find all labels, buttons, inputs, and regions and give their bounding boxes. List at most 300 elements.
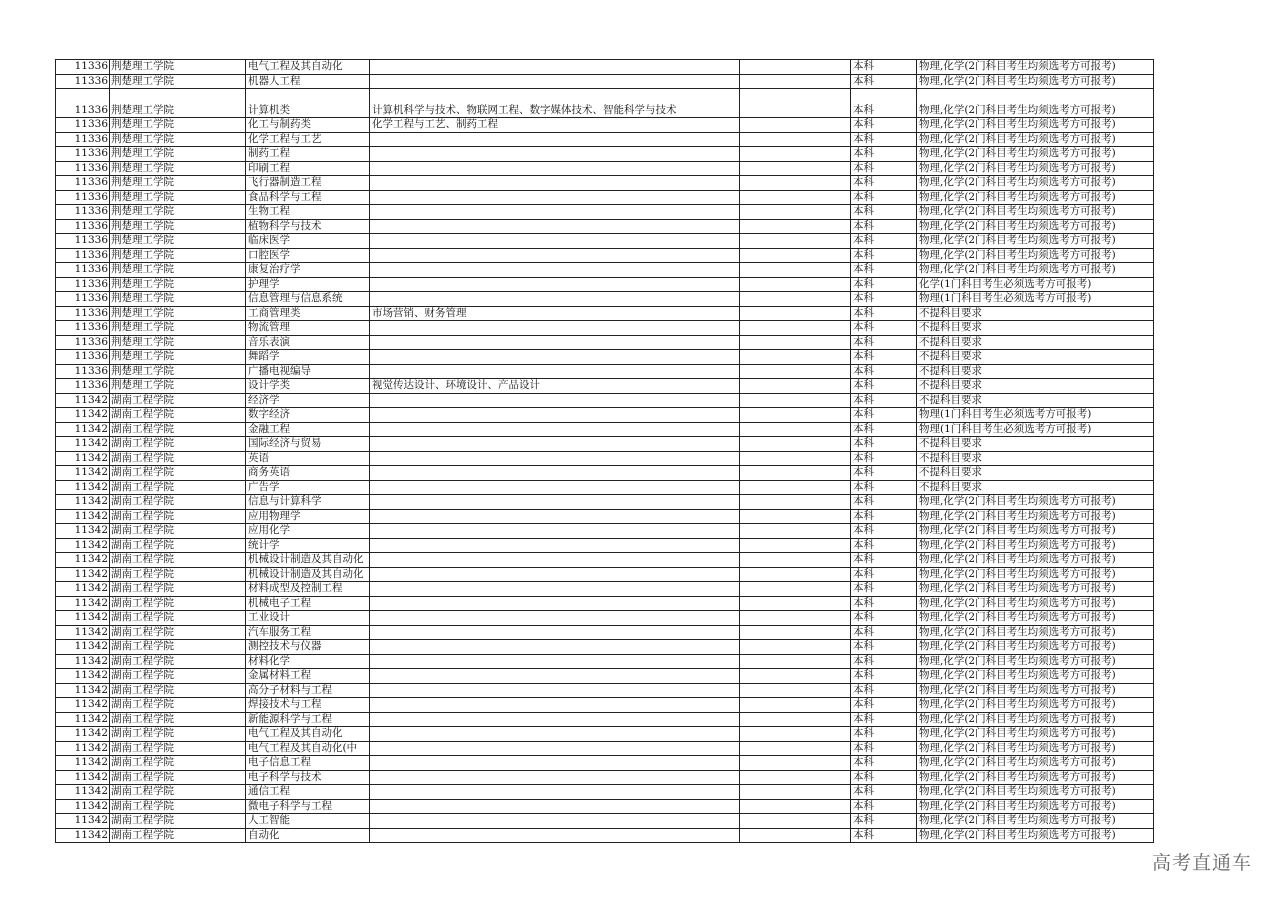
school-code-cell: 11336 [56, 190, 110, 205]
table-row [56, 509, 1154, 524]
level-cell: 本科 [851, 509, 917, 524]
level-cell: 本科 [851, 466, 917, 481]
blank-cell [740, 321, 851, 336]
school-code-cell: 11336 [56, 277, 110, 292]
subject-requirement-cell: 不提科目要求 [917, 306, 1154, 321]
included-majors-cell [370, 567, 740, 582]
school-code-cell: 11336 [56, 379, 110, 394]
level-cell: 本科 [851, 814, 917, 829]
school-name-cell: 湖南工程学院 [110, 712, 246, 727]
school-code-cell: 11336 [56, 89, 110, 118]
school-name-cell: 湖南工程学院 [110, 495, 246, 510]
major-name-cell: 广告学 [246, 480, 370, 495]
included-majors-cell [370, 640, 740, 655]
table-row [56, 248, 1154, 263]
major-name-cell: 金融工程 [246, 422, 370, 437]
school-name-cell: 湖南工程学院 [110, 828, 246, 843]
subject-requirement-cell: 不提科目要求 [917, 480, 1154, 495]
blank-cell [740, 393, 851, 408]
table-row [56, 335, 1154, 350]
level-cell: 本科 [851, 698, 917, 713]
level-cell: 本科 [851, 321, 917, 336]
blank-cell [740, 451, 851, 466]
subject-requirement-cell: 物理,化学(2门科目考生均须选考方可报考) [917, 712, 1154, 727]
subject-requirement-cell: 物理,化学(2门科目考生均须选考方可报考) [917, 553, 1154, 568]
blank-cell [740, 538, 851, 553]
included-majors-cell [370, 625, 740, 640]
blank-cell [740, 190, 851, 205]
level-cell: 本科 [851, 350, 917, 365]
table-row [56, 480, 1154, 495]
subject-requirement-cell: 物理,化学(2门科目考生均须选考方可报考) [917, 205, 1154, 220]
table-row [56, 770, 1154, 785]
included-majors-cell: 视觉传达设计、环境设计、产品设计 [370, 379, 740, 394]
subject-requirement-cell: 物理,化学(2门科目考生均须选考方可报考) [917, 596, 1154, 611]
included-majors-cell [370, 74, 740, 89]
school-name-cell: 荆楚理工学院 [110, 74, 246, 89]
table-row [56, 698, 1154, 713]
school-name-cell: 湖南工程学院 [110, 538, 246, 553]
table-row [56, 727, 1154, 742]
included-majors-cell [370, 480, 740, 495]
blank-cell [740, 263, 851, 278]
level-cell: 本科 [851, 190, 917, 205]
level-cell: 本科 [851, 60, 917, 75]
major-name-cell: 化工与制药类 [246, 118, 370, 133]
school-code-cell: 11336 [56, 234, 110, 249]
major-name-cell: 设计学类 [246, 379, 370, 394]
subject-requirement-cell: 物理,化学(2门科目考生均须选考方可报考) [917, 176, 1154, 191]
major-name-cell: 人工智能 [246, 814, 370, 829]
included-majors-cell [370, 147, 740, 162]
school-code-cell: 11342 [56, 756, 110, 771]
blank-cell [740, 205, 851, 220]
subject-requirement-cell: 物理,化学(2门科目考生均须选考方可报考) [917, 190, 1154, 205]
subject-requirement-cell: 物理,化学(2门科目考生均须选考方可报考) [917, 654, 1154, 669]
major-name-cell: 电气工程及其自动化 [246, 60, 370, 75]
school-name-cell: 湖南工程学院 [110, 393, 246, 408]
table-row [56, 756, 1154, 771]
level-cell: 本科 [851, 335, 917, 350]
subject-requirement-cell: 物理,化学(2门科目考生均须选考方可报考) [917, 611, 1154, 626]
included-majors-cell [370, 205, 740, 220]
level-cell: 本科 [851, 451, 917, 466]
subject-requirement-cell: 不提科目要求 [917, 321, 1154, 336]
blank-cell [740, 466, 851, 481]
major-name-cell: 统计学 [246, 538, 370, 553]
major-name-cell: 化学工程与工艺 [246, 132, 370, 147]
included-majors-cell: 化学工程与工艺、制药工程 [370, 118, 740, 133]
major-name-cell: 商务英语 [246, 466, 370, 481]
table-row [56, 205, 1154, 220]
table-row [56, 161, 1154, 176]
table-row [56, 553, 1154, 568]
blank-cell [740, 712, 851, 727]
school-code-cell: 11336 [56, 161, 110, 176]
major-name-cell: 植物科学与技术 [246, 219, 370, 234]
major-name-cell: 临床医学 [246, 234, 370, 249]
level-cell: 本科 [851, 393, 917, 408]
level-cell: 本科 [851, 480, 917, 495]
major-name-cell: 制药工程 [246, 147, 370, 162]
included-majors-cell [370, 712, 740, 727]
major-name-cell: 材料化学 [246, 654, 370, 669]
blank-cell [740, 176, 851, 191]
table-body [56, 60, 1154, 843]
level-cell: 本科 [851, 219, 917, 234]
blank-cell [740, 147, 851, 162]
level-cell: 本科 [851, 89, 917, 118]
school-code-cell: 11336 [56, 118, 110, 133]
included-majors-cell [370, 495, 740, 510]
included-majors-cell [370, 741, 740, 756]
blank-cell [740, 509, 851, 524]
blank-cell [740, 306, 851, 321]
major-name-cell: 新能源科学与工程 [246, 712, 370, 727]
school-code-cell: 11342 [56, 437, 110, 452]
level-cell: 本科 [851, 640, 917, 655]
school-code-cell: 11342 [56, 640, 110, 655]
level-cell: 本科 [851, 437, 917, 452]
school-code-cell: 11342 [56, 611, 110, 626]
table-row [56, 234, 1154, 249]
included-majors-cell [370, 176, 740, 191]
school-code-cell: 11342 [56, 625, 110, 640]
major-name-cell: 音乐表演 [246, 335, 370, 350]
subject-requirement-cell: 物理,化学(2门科目考生均须选考方可报考) [917, 683, 1154, 698]
included-majors-cell [370, 799, 740, 814]
table-row [56, 408, 1154, 423]
school-name-cell: 湖南工程学院 [110, 553, 246, 568]
level-cell: 本科 [851, 422, 917, 437]
major-requirements-table [55, 59, 1154, 843]
school-code-cell: 11342 [56, 770, 110, 785]
blank-cell [740, 611, 851, 626]
table-row [56, 219, 1154, 234]
major-name-cell: 生物工程 [246, 205, 370, 220]
table-row [56, 567, 1154, 582]
subject-requirement-cell: 不提科目要求 [917, 393, 1154, 408]
blank-cell [740, 89, 851, 118]
table-row [56, 582, 1154, 597]
school-code-cell: 11336 [56, 74, 110, 89]
included-majors-cell [370, 785, 740, 800]
school-code-cell: 11342 [56, 509, 110, 524]
subject-requirement-cell: 物理,化学(2门科目考生均须选考方可报考) [917, 161, 1154, 176]
school-name-cell: 荆楚理工学院 [110, 321, 246, 336]
school-code-cell: 11336 [56, 132, 110, 147]
table-row [56, 321, 1154, 336]
level-cell: 本科 [851, 538, 917, 553]
blank-cell [740, 553, 851, 568]
school-code-cell: 11342 [56, 524, 110, 539]
school-name-cell: 湖南工程学院 [110, 422, 246, 437]
included-majors-cell [370, 364, 740, 379]
major-name-cell: 金属材料工程 [246, 669, 370, 684]
subject-requirement-cell: 物理,化学(2门科目考生均须选考方可报考) [917, 495, 1154, 510]
level-cell: 本科 [851, 147, 917, 162]
level-cell: 本科 [851, 495, 917, 510]
included-majors-cell [370, 408, 740, 423]
subject-requirement-cell: 不提科目要求 [917, 466, 1154, 481]
major-name-cell: 印刷工程 [246, 161, 370, 176]
blank-cell [740, 364, 851, 379]
included-majors-cell [370, 654, 740, 669]
level-cell: 本科 [851, 379, 917, 394]
major-name-cell: 电气工程及其自动化 [246, 727, 370, 742]
major-name-cell: 工商管理类 [246, 306, 370, 321]
major-name-cell: 英语 [246, 451, 370, 466]
school-name-cell: 湖南工程学院 [110, 408, 246, 423]
subject-requirement-cell: 物理,化学(2门科目考生均须选考方可报考) [917, 625, 1154, 640]
table-row [56, 306, 1154, 321]
table-row [56, 640, 1154, 655]
school-name-cell: 湖南工程学院 [110, 799, 246, 814]
blank-cell [740, 480, 851, 495]
school-name-cell: 荆楚理工学院 [110, 364, 246, 379]
subject-requirement-cell: 物理,化学(2门科目考生均须选考方可报考) [917, 248, 1154, 263]
school-name-cell: 湖南工程学院 [110, 683, 246, 698]
major-name-cell: 信息与计算科学 [246, 495, 370, 510]
table-row [56, 495, 1154, 510]
blank-cell [740, 335, 851, 350]
subject-requirement-cell: 物理,化学(2门科目考生均须选考方可报考) [917, 698, 1154, 713]
blank-cell [740, 408, 851, 423]
blank-cell [740, 422, 851, 437]
blank-cell [740, 741, 851, 756]
school-name-cell: 湖南工程学院 [110, 625, 246, 640]
blank-cell [740, 350, 851, 365]
level-cell: 本科 [851, 364, 917, 379]
table-row [56, 422, 1154, 437]
level-cell: 本科 [851, 234, 917, 249]
level-cell: 本科 [851, 596, 917, 611]
school-name-cell: 湖南工程学院 [110, 741, 246, 756]
included-majors-cell [370, 582, 740, 597]
school-name-cell: 湖南工程学院 [110, 451, 246, 466]
blank-cell [740, 118, 851, 133]
level-cell: 本科 [851, 611, 917, 626]
school-code-cell: 11342 [56, 596, 110, 611]
school-code-cell: 11342 [56, 451, 110, 466]
table-row [56, 277, 1154, 292]
school-name-cell: 荆楚理工学院 [110, 335, 246, 350]
included-majors-cell [370, 770, 740, 785]
blank-cell [740, 74, 851, 89]
included-majors-cell [370, 277, 740, 292]
included-majors-cell [370, 190, 740, 205]
included-majors-cell [370, 350, 740, 365]
level-cell: 本科 [851, 248, 917, 263]
school-name-cell: 荆楚理工学院 [110, 248, 246, 263]
major-name-cell: 材料成型及控制工程 [246, 582, 370, 597]
level-cell: 本科 [851, 683, 917, 698]
subject-requirement-cell: 物理,化学(2门科目考生均须选考方可报考) [917, 74, 1154, 89]
school-name-cell: 湖南工程学院 [110, 596, 246, 611]
level-cell: 本科 [851, 828, 917, 843]
subject-requirement-cell: 物理,化学(2门科目考生均须选考方可报考) [917, 219, 1154, 234]
blank-cell [740, 277, 851, 292]
level-cell: 本科 [851, 205, 917, 220]
table-row [56, 669, 1154, 684]
subject-requirement-cell: 不提科目要求 [917, 335, 1154, 350]
major-name-cell: 电子科学与技术 [246, 770, 370, 785]
table-row [56, 263, 1154, 278]
blank-cell [740, 161, 851, 176]
school-code-cell: 11342 [56, 727, 110, 742]
blank-cell [740, 582, 851, 597]
school-code-cell: 11336 [56, 335, 110, 350]
table-row [56, 364, 1154, 379]
school-code-cell: 11342 [56, 495, 110, 510]
school-code-cell: 11336 [56, 263, 110, 278]
school-code-cell: 11336 [56, 205, 110, 220]
school-name-cell: 荆楚理工学院 [110, 176, 246, 191]
included-majors-cell [370, 727, 740, 742]
school-name-cell: 湖南工程学院 [110, 480, 246, 495]
blank-cell [740, 698, 851, 713]
blank-cell [740, 683, 851, 698]
included-majors-cell [370, 596, 740, 611]
level-cell: 本科 [851, 524, 917, 539]
school-name-cell: 湖南工程学院 [110, 509, 246, 524]
school-name-cell: 荆楚理工学院 [110, 190, 246, 205]
table-row [56, 89, 1154, 118]
blank-cell [740, 567, 851, 582]
major-name-cell: 物流管理 [246, 321, 370, 336]
major-name-cell: 机械设计制造及其自动化 [246, 567, 370, 582]
major-name-cell: 食品科学与工程 [246, 190, 370, 205]
level-cell: 本科 [851, 727, 917, 742]
included-majors-cell [370, 248, 740, 263]
major-name-cell: 信息管理与信息系统 [246, 292, 370, 307]
subject-requirement-cell: 物理,化学(2门科目考生均须选考方可报考) [917, 582, 1154, 597]
school-name-cell: 荆楚理工学院 [110, 234, 246, 249]
included-majors-cell [370, 553, 740, 568]
major-name-cell: 计算机类 [246, 89, 370, 118]
subject-requirement-cell: 物理(1门科目考生必须选考方可报考) [917, 422, 1154, 437]
blank-cell [740, 785, 851, 800]
table-row [56, 625, 1154, 640]
school-code-cell: 11342 [56, 393, 110, 408]
subject-requirement-cell: 不提科目要求 [917, 451, 1154, 466]
school-code-cell: 11342 [56, 408, 110, 423]
subject-requirement-cell: 物理,化学(2门科目考生均须选考方可报考) [917, 509, 1154, 524]
school-code-cell: 11342 [56, 785, 110, 800]
school-name-cell: 荆楚理工学院 [110, 277, 246, 292]
school-code-cell: 11342 [56, 466, 110, 481]
subject-requirement-cell: 物理,化学(2门科目考生均须选考方可报考) [917, 89, 1154, 118]
school-name-cell: 荆楚理工学院 [110, 89, 246, 118]
school-name-cell: 荆楚理工学院 [110, 132, 246, 147]
subject-requirement-cell: 物理,化学(2门科目考生均须选考方可报考) [917, 234, 1154, 249]
school-name-cell: 荆楚理工学院 [110, 219, 246, 234]
table-row [56, 683, 1154, 698]
level-cell: 本科 [851, 756, 917, 771]
blank-cell [740, 799, 851, 814]
major-name-cell: 测控技术与仪器 [246, 640, 370, 655]
table-row [56, 799, 1154, 814]
school-code-cell: 11336 [56, 321, 110, 336]
major-name-cell: 护理学 [246, 277, 370, 292]
watermark-text: 高考直通车 [1151, 852, 1252, 874]
blank-cell [740, 219, 851, 234]
major-name-cell: 口腔医学 [246, 248, 370, 263]
subject-requirement-cell: 不提科目要求 [917, 437, 1154, 452]
school-name-cell: 荆楚理工学院 [110, 306, 246, 321]
school-name-cell: 荆楚理工学院 [110, 379, 246, 394]
table-row [56, 814, 1154, 829]
table-row [56, 118, 1154, 133]
subject-requirement-cell: 物理,化学(2门科目考生均须选考方可报考) [917, 118, 1154, 133]
subject-requirement-cell: 物理,化学(2门科目考生均须选考方可报考) [917, 799, 1154, 814]
school-code-cell: 11342 [56, 480, 110, 495]
major-name-cell: 焊接技术与工程 [246, 698, 370, 713]
level-cell: 本科 [851, 176, 917, 191]
blank-cell [740, 756, 851, 771]
subject-requirement-cell: 不提科目要求 [917, 350, 1154, 365]
blank-cell [740, 640, 851, 655]
school-code-cell: 11336 [56, 306, 110, 321]
level-cell: 本科 [851, 654, 917, 669]
school-name-cell: 荆楚理工学院 [110, 118, 246, 133]
blank-cell [740, 234, 851, 249]
school-name-cell: 湖南工程学院 [110, 567, 246, 582]
major-name-cell: 机械设计制造及其自动化 [246, 553, 370, 568]
school-code-cell: 11336 [56, 219, 110, 234]
school-code-cell: 11342 [56, 654, 110, 669]
major-name-cell: 高分子材料与工程 [246, 683, 370, 698]
level-cell: 本科 [851, 132, 917, 147]
major-name-cell: 应用化学 [246, 524, 370, 539]
blank-cell [740, 524, 851, 539]
major-name-cell: 经济学 [246, 393, 370, 408]
school-code-cell: 11342 [56, 582, 110, 597]
subject-requirement-cell: 物理,化学(2门科目考生均须选考方可报考) [917, 263, 1154, 278]
subject-requirement-cell: 化学(1门科目考生必须选考方可报考) [917, 277, 1154, 292]
table-row [56, 654, 1154, 669]
table-row [56, 393, 1154, 408]
school-code-cell: 11342 [56, 741, 110, 756]
included-majors-cell [370, 698, 740, 713]
subject-requirement-cell: 不提科目要求 [917, 379, 1154, 394]
school-code-cell: 11336 [56, 248, 110, 263]
major-name-cell: 广播电视编导 [246, 364, 370, 379]
table-row [56, 147, 1154, 162]
school-code-cell: 11336 [56, 60, 110, 75]
school-name-cell: 荆楚理工学院 [110, 263, 246, 278]
included-majors-cell [370, 466, 740, 481]
school-code-cell: 11342 [56, 538, 110, 553]
major-name-cell: 微电子科学与工程 [246, 799, 370, 814]
school-name-cell: 湖南工程学院 [110, 466, 246, 481]
included-majors-cell [370, 683, 740, 698]
major-name-cell: 自动化 [246, 828, 370, 843]
subject-requirement-cell: 物理,化学(2门科目考生均须选考方可报考) [917, 727, 1154, 742]
level-cell: 本科 [851, 741, 917, 756]
table-row [56, 437, 1154, 452]
included-majors-cell [370, 219, 740, 234]
table-row [56, 132, 1154, 147]
school-code-cell: 11336 [56, 364, 110, 379]
school-code-cell: 11342 [56, 799, 110, 814]
included-majors-cell [370, 393, 740, 408]
subject-requirement-cell: 物理,化学(2门科目考生均须选考方可报考) [917, 147, 1154, 162]
blank-cell [740, 292, 851, 307]
level-cell: 本科 [851, 553, 917, 568]
included-majors-cell [370, 437, 740, 452]
subject-requirement-cell: 物理(1门科目考生必须选考方可报考) [917, 408, 1154, 423]
